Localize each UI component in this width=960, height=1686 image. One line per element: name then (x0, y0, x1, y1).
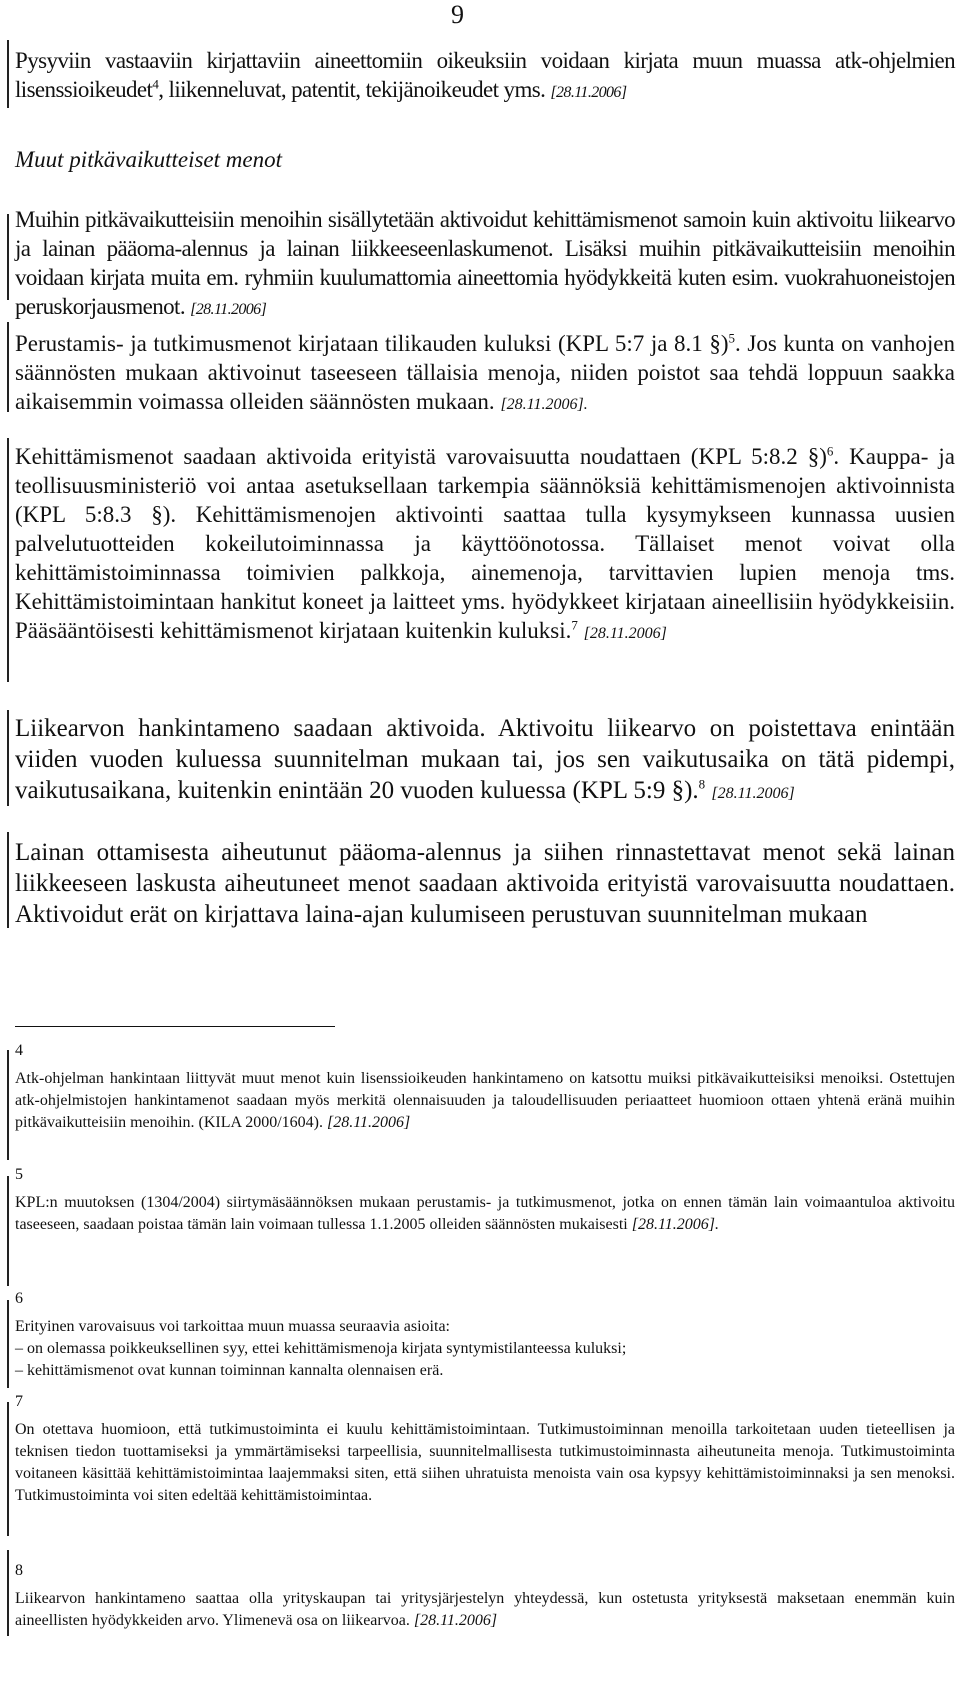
footnote-8: 8 Liikearvon hankintameno saattaa olla yrityskaupan tai yritysjärjestelyn yhteydessä, kun ostetusta yrityksestä maksetaan enemmän kuin aineellisten hyödykkeiden arvo. Ylimenevä osa on liikearvoa. [28.11.2006] (15, 1562, 955, 1629)
footnote-5: 5 KPL:n muutoksen (1304/2004) siirtymäsäännöksen mukaan perustamis- ja tutkimusmenot, jotka on ennen tämän lain voimaantuloa aktivoitu taseeseen, saadaan poistaa tämän lain voimaan tullessa 1.1.2005 olleiden säännösten mukaisesti [28.11.2006]. (15, 1166, 955, 1233)
paragraph-intangible-rights: Pysyviin vastaaviin kirjattaviin aineettomiin oikeuksiin voidaan kirjata muun muassa atk-ohjelmien lisenssioikeudet$^4$, liikenneluvat, patentit, tekijänoikeudet yms. [28.11.2006] (15, 48, 955, 102)
footnote-ref[interactable]: 4 (152, 76, 159, 92)
footnote-number: 4 (15, 1042, 23, 1059)
paragraph-founding-research-costs: Perustamis- ja tutkimusmenot kirjataan tilikauden kuluksi (KPL 5:7 ja 8.1 §)$^5$. Jos kunta on vanhojen säännösten mukaan aktivoinut taseeseen tällaisia menoja, niiden poistot saa tehdä loppuun saakka aikaisemmin voimassa olleiden säännösten mukaan. [28.11.2006]. (15, 330, 955, 414)
footnote-4: 4 Atk-ohjelman hankintaan liittyvät muut menot kuin lisenssioikeuden hankintameno on katsottu muiksi pitkävaikutteisiksi menoiksi. Ostettujen atk-ohjelmistojen hankintamenot saadaan myös merkitä olennaisuuden ja taloudellisuuden periaatteet huomioon ottaen yhtenä eränä muihin pitkävaikutteisiin menoihin. (KILA 2000/1604). [28.11.2006] (15, 1042, 955, 1131)
change-bar (7, 438, 9, 682)
paragraph-development-costs: Kehittämismenot saadaan aktivoida erityistä varovaisuutta noudattaen (KPL 5:8.2 §)$^6$. Kauppa- ja teollisuusministeriö voi antaa asetuksellaan tarkempia säännöksiä kehittämismenojen aktivoinnista (KPL 5:8.3 §). Kehittämismenojen aktivointi saattaa tulla kysymykseen kunnassa uusien palvelutuotteiden kokeilutoiminnassa ja käyttöönotossa. Tällaiset menot voivat olla kehittämistoiminnassa toimivien palkkoja, ainemenoja, tarvittavien lupien menoja tms. Kehittämistoimintaan hankitut koneet ja laitteet yms. hyödykkeet kirjataan aineellisiin hyödykkeisiin. Pääsääntöisesti kehittämismenot kirjataan kuitenkin kuluksi.$^7$ [28.11.2006] (15, 443, 955, 643)
change-bar (7, 322, 9, 412)
change-bar (7, 1300, 9, 1388)
paragraph-goodwill: Liikearvon hankintameno saadaan aktivoida. Aktivoitu liikearvo on poistettava enintään viiden vuoden kuluessa suunnitelman mukaan tai, jos sen vaikutusaika on tätä pidempi, vaikutusaikana, kuitenkin enintään 20 vuoden kuluessa (KPL 5:9 §).$^8$ [28.11.2006] (15, 715, 955, 804)
change-bar (7, 1176, 9, 1286)
change-bar (7, 40, 9, 108)
footnote-number: 8 (15, 1562, 23, 1579)
revision-stamp: [28.11.2006] (190, 301, 267, 318)
footnote-7: 7 On otettava huomioon, että tutkimustoiminta ei kuulu kehittämistoimintaan. Tutkimustoiminnan menoilla tarkoitetaan uuden tieteellisen ja teknisen tiedon tuottamiseksi ja ymmärtämiseksi tarpeellisia, suunnitelmallisesta tutkimustoiminnasta aiheutuneita menoja. Tutkimustoiminta voitaneen käsittää kehittämistoimintaa laajemmaksi siten, että siihen uhratuista menoista vain osa kypsyy kehittämistoiminnaksi ja sen menoksi. Tutkimustoiminta voi siten edeltää kehittämistoimintaa. (15, 1393, 955, 1504)
revision-stamp: [28.11.2006] (583, 625, 667, 642)
paragraph-loan-discount: Lainan ottamisesta aiheutunut pääoma-alennus ja siihen rinnastettavat menot sekä lainan liikkeeseen laskusta aiheutuneet menot saadaan aktivoida erityistä varovaisuutta noudattaen. Aktivoidut erät on kirjattava laina-ajan kulumiseen perustuvan suunnitelman mukaan (15, 839, 955, 928)
footnote-6 (15, 1288, 955, 1382)
change-bar (7, 832, 9, 928)
footnote-ref[interactable]: 8 (698, 776, 706, 792)
paragraph-other-long-term-costs: Muihin pitkävaikutteisiin menoihin sisällytetään aktivoidut kehittämismenot samoin kuin aktivoitu liikearvo ja lainan pääoma-alennus ja lainan liikkeeseenlaskumenot. Lisäksi muihin pitkävaikutteisiin menoihin voidaan kirjata muita em. ryhmiin kuulumattomia aineettomia hyödykkeitä kuten esim. vuokrahuoneistojen peruskorjausmenot. [28.11.2006] (15, 207, 955, 319)
footnote-number: 6 (15, 1290, 23, 1307)
change-bar (7, 1550, 9, 1636)
revision-stamp: [28.11.2006] (711, 785, 795, 802)
section-heading: Muut pitkävaikutteiset menot (15, 147, 282, 172)
page-number: 9 (451, 0, 464, 29)
footnote-line: Erityinen varovaisuus voi tarkoittaa muun muassa seuraavia asioita: (15, 1318, 450, 1335)
change-bar (7, 1402, 9, 1536)
footnote-ref[interactable]: 7 (571, 617, 578, 633)
footnote-ref[interactable]: 5 (728, 330, 736, 346)
revision-stamp: [28.11.2006] (326, 1114, 411, 1131)
footnote-number: 5 (15, 1166, 23, 1183)
revision-stamp: [28.11.2006] (413, 1612, 498, 1629)
revision-stamp: [28.11.2006]. (500, 396, 588, 413)
footnote-number: 7 (15, 1393, 23, 1410)
change-bar (7, 1050, 9, 1160)
footnote-line: – on olemassa poikkeuksellinen syy, ettei kehittämismenoja kirjata syntymistilanteessa kuluksi; (15, 1340, 627, 1357)
footnote-line: – kehittämismenot ovat kunnan toiminnan kannalta olennaisen erä. (15, 1362, 444, 1379)
revision-stamp: [28.11.2006] (550, 84, 627, 101)
change-bar (7, 214, 9, 300)
change-bar (7, 710, 9, 806)
footnote-separator (15, 1026, 335, 1027)
revision-stamp: [28.11.2006]. (631, 1216, 719, 1233)
footnote-ref[interactable]: 6 (826, 443, 834, 459)
